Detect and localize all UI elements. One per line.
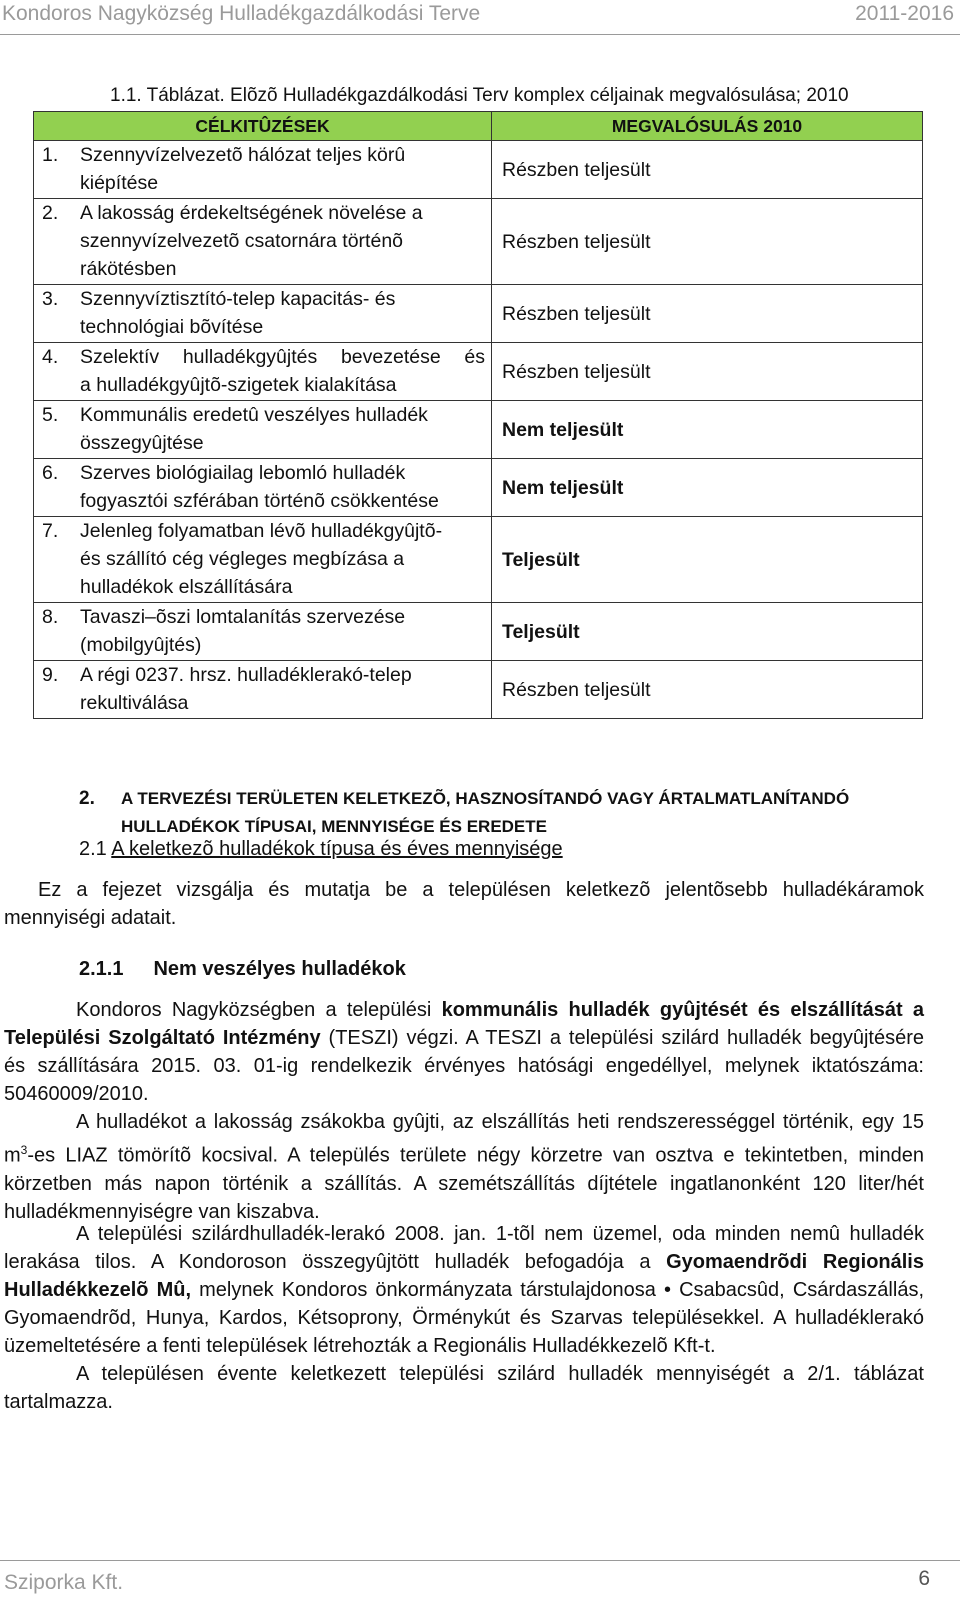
goal-cell: [34, 285, 492, 343]
table-row: [34, 199, 923, 285]
table-row: [34, 603, 923, 661]
header-title: Kondoros Nagyközség Hulladékgazdálkodási Terve: [2, 2, 481, 25]
goal-line: a hulladékgyûjtõ-szigetek kialakítása: [80, 374, 397, 396]
table-row: [34, 661, 923, 719]
paragraph-teszi: [4, 996, 924, 1108]
goal-line: szennyvízelvezetõ csatornára történõ: [80, 230, 404, 252]
goal-cell: [34, 459, 492, 517]
goal-line: Kommunális eredetû veszélyes hulladék: [80, 404, 428, 426]
goal-number: 3.: [42, 288, 59, 310]
goal-number: 6.: [42, 462, 59, 484]
goal-number: 2.: [42, 202, 59, 224]
goal-line: A régi 0237. hrsz. hulladéklerakó-telep: [80, 664, 412, 686]
superscript: 3: [20, 1143, 28, 1157]
table-row: [34, 141, 923, 199]
goal-line: kiépítése: [80, 172, 159, 194]
header-years: 2011-2016: [855, 2, 954, 25]
section-2-1-heading: [79, 838, 563, 861]
goal-cell: [34, 343, 492, 401]
paragraph-text: Kondoros Nagyközségben a települési: [76, 999, 442, 1021]
paragraph-text: melynek Kondoros önkormányzata társtulajdonosa • Csabacsûd, Csárdaszállás, Gyomaendrõd, Hunya, Kardos, Kétsoprony, Örménykút és Szarvas településekkel. A hulladéklerakó üzemeltetésére a fenti települések létrehozták a Regionális Hulladékkezelõ Kft-t.: [4, 1279, 924, 1357]
section-2-1-title: A keletkezõ hulladékok típusa és éves mennyisége: [111, 838, 563, 860]
goal-cell: [34, 199, 492, 285]
page-number: 6: [918, 1567, 930, 1590]
paragraph-text: A hulladékot a lakosság zsákokba gyûjti, az elszállítás heti rendszerességgel történik, egy 15 m: [4, 1111, 924, 1167]
goal-line: fogyasztói szférában történõ csökkentése: [80, 490, 439, 512]
goal-line: összegyûjtése: [80, 432, 204, 454]
goal-number: 4.: [42, 346, 59, 368]
goal-line: Szelektív hulladékgyûjtés bevezetése és: [80, 346, 485, 368]
column-header-result: MEGVALÓSULÁS 2010: [492, 112, 923, 141]
goals-table: [33, 111, 923, 719]
result-cell: Nem teljesült: [492, 459, 923, 517]
table-row: [34, 343, 923, 401]
goal-line: Szennyvízelvezetõ hálózat teljes körû: [80, 144, 406, 166]
result-cell: Részben teljesült: [492, 199, 923, 285]
paragraph-text: -es LIAZ tömörítõ kocsival. A település területe négy körzetre van osztva e tekintetben, minden körzetben más napon történik a szállítás. A szemétszállítás díjtétele ingatlanonként 120 liter/hét hulladékmennyiségre van kiszabva.: [4, 1144, 924, 1223]
result-cell: Részben teljesült: [492, 343, 923, 401]
result-cell: Teljesült: [492, 603, 923, 661]
result-cell: Teljesült: [492, 517, 923, 603]
goal-cell: [34, 517, 492, 603]
goal-line: Jelenleg folyamatban lévõ hulladékgyûjtõ-: [80, 520, 443, 542]
goal-line: rekultiválása: [80, 692, 189, 714]
table-header-row: [34, 112, 923, 141]
section-2-title: A TERVEZÉSI TERÜLETEN KELETKEZÕ, HASZNOSÍTANDÓ VAGY ÁRTALMATLANÍTANDÓ HULLADÉKOK TÍPUSAI, MENNYISÉGE ÉS EREDETE: [121, 789, 850, 836]
table-row: [34, 401, 923, 459]
result-cell: Nem teljesült: [492, 401, 923, 459]
paragraph-table-ref: A településen évente keletkezett települési szilárd hulladék mennyiségét a 2/1. táblázat tartalmazza.: [4, 1363, 924, 1413]
intro-paragraph: Ez a fejezet vizsgálja és mutatja be a településen keletkezõ jelentõsebb hulladékáramok mennyiségi adatait.: [4, 879, 924, 929]
table-row: [34, 459, 923, 517]
goal-number: 1.: [42, 144, 59, 166]
section-2-1-1-heading: [79, 958, 406, 981]
goal-number: 8.: [42, 606, 59, 628]
goal-line: Szerves biológiailag lebomló hulladék: [80, 462, 406, 484]
paragraph-landfill: [4, 1220, 924, 1360]
footer-company: Sziporka Kft.: [4, 1571, 124, 1594]
goal-line: Tavaszi–õszi lomtalanítás szervezése: [80, 606, 406, 628]
page-header: [0, 0, 960, 35]
goal-line: A lakosság érdekeltségének növelése a: [80, 202, 423, 224]
paragraph-text: (TESZI) végzi. A TESZI a települési szilárd hulladék begyûjtésére és szállítására 2015. 03. 01-ig rendelkezik érvényes hatósági engedéllyel, melynek iktatószáma: 50460009/2010.: [4, 1027, 924, 1105]
goal-line: technológiai bõvítése: [80, 316, 264, 338]
goal-cell: [34, 141, 492, 199]
page-footer: [0, 1560, 960, 1620]
table-row: [34, 517, 923, 603]
goal-cell: [34, 603, 492, 661]
result-cell: Részben teljesült: [492, 141, 923, 199]
goal-cell: [34, 661, 492, 719]
goal-line: hulladékok elszállítására: [80, 576, 293, 598]
goal-line: rákötésben: [80, 258, 177, 280]
section-2-1-number: 2.1: [79, 838, 107, 860]
column-header-goals: CÉLKITÛZÉSEK: [34, 112, 492, 141]
paragraph-bold-text: kommunális hulladék gyûjtését és elszállítását a Települési Szolgáltató Intézmény: [4, 999, 924, 1049]
section-2-number: 2.: [79, 788, 95, 809]
goal-line: (mobilgyûjtés): [80, 634, 202, 656]
paragraph-bold-text: Gyomaendrõdi Regionális Hulladékkezelõ Mû,: [4, 1251, 924, 1301]
goal-line: Szennyvíztisztító-telep kapacitás- és: [80, 288, 396, 310]
table-caption: 1.1. Táblázat. Elõzõ Hulladékgazdálkodási Terv komplex céljainak megvalósulása; 2010: [110, 85, 849, 106]
goal-cell: [34, 401, 492, 459]
section-2-1-1-number: 2.1.1: [79, 958, 124, 980]
result-cell: Részben teljesült: [492, 661, 923, 719]
goal-number: 9.: [42, 664, 59, 686]
result-cell: Részben teljesült: [492, 285, 923, 343]
table-row: [34, 285, 923, 343]
goal-number: 5.: [42, 404, 59, 426]
section-2-1-1-title: Nem veszélyes hulladékok: [153, 958, 406, 980]
goal-line: és szállító cég végleges megbízása a: [80, 548, 405, 570]
goal-number: 7.: [42, 520, 59, 542]
paragraph-text: A települési szilárdhulladék-lerakó 2008. jan. 1-tõl nem üzemel, oda minden nemû hulladék lerakása tilos. A Kondoroson összegyûjtött hulladék befogadója a: [4, 1223, 924, 1273]
paragraph-collection: [4, 1108, 924, 1226]
